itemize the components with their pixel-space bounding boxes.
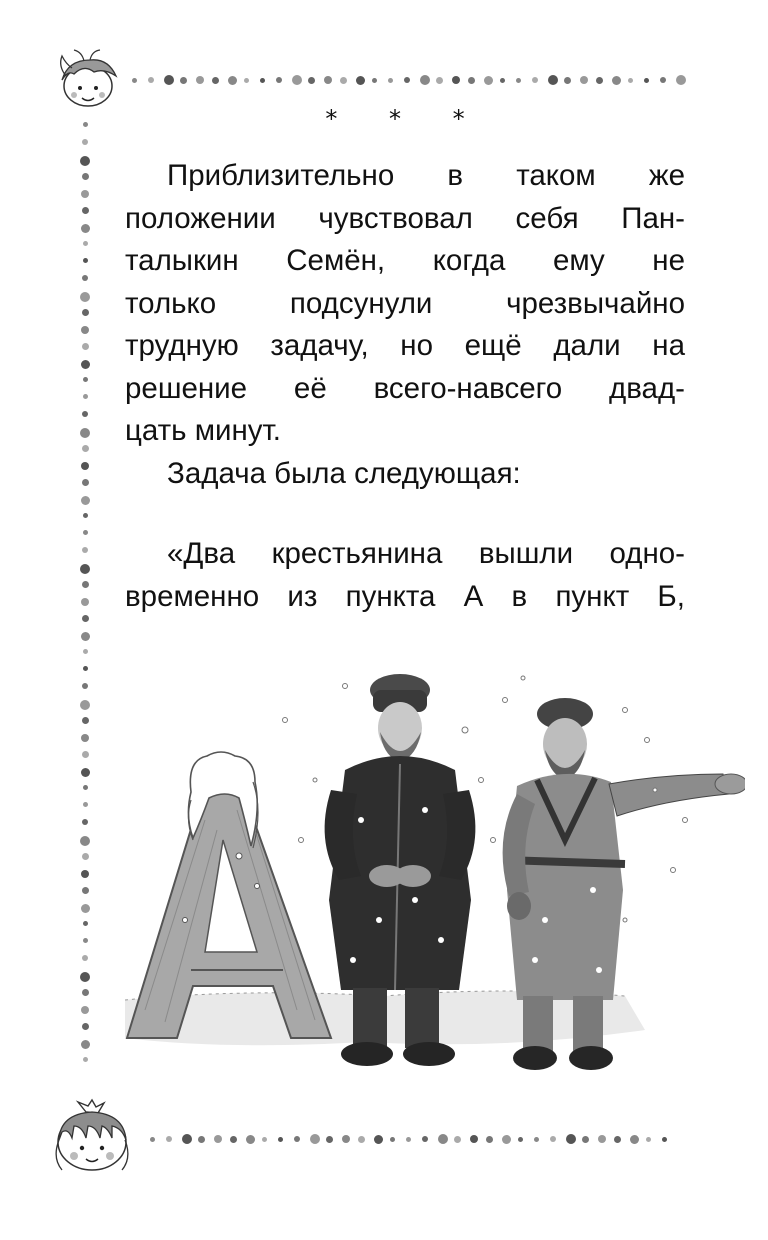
border-dot xyxy=(630,1135,639,1144)
border-dot xyxy=(83,394,88,399)
border-dot xyxy=(81,598,89,606)
border-dot xyxy=(82,717,89,724)
border-dot xyxy=(82,411,88,417)
border-dot xyxy=(81,904,90,913)
text-line: Приблизительно в таком же xyxy=(167,159,685,192)
border-dot xyxy=(486,1136,493,1143)
border-dot xyxy=(81,632,90,641)
border-dot xyxy=(454,1136,461,1143)
border-dot xyxy=(82,615,89,622)
border-dot xyxy=(310,1134,320,1144)
text-line: «Два крестьянина вышли одно- xyxy=(167,537,685,570)
border-dot xyxy=(340,77,347,84)
border-dot xyxy=(404,77,410,83)
border-dot xyxy=(388,78,393,83)
border-dot xyxy=(83,802,88,807)
border-dot xyxy=(390,1137,395,1142)
border-dot xyxy=(326,1136,333,1143)
text-line: только подсунули чрезвычайно xyxy=(125,286,685,320)
border-dot xyxy=(246,1135,255,1144)
border-dot xyxy=(83,377,88,382)
border-dot xyxy=(81,190,89,198)
border-dot xyxy=(564,77,571,84)
border-dot xyxy=(83,241,88,246)
border-dot xyxy=(438,1134,448,1144)
border-dot xyxy=(82,819,88,825)
border-dot xyxy=(83,1057,88,1062)
border-dot xyxy=(660,77,666,83)
border-dot xyxy=(196,76,204,84)
border-dot xyxy=(83,649,88,654)
border-dot xyxy=(81,1006,89,1014)
border-dot xyxy=(182,1134,192,1144)
border-dot xyxy=(82,445,89,452)
border-dot xyxy=(80,700,90,710)
text-line: временно из пункта А в пункт Б, xyxy=(125,579,685,613)
border-dot xyxy=(82,173,89,180)
border-dot xyxy=(83,258,88,263)
border-dot xyxy=(260,78,265,83)
border-dot xyxy=(406,1137,411,1142)
border-dot xyxy=(646,1137,651,1142)
border-dot xyxy=(82,275,88,281)
border-dot xyxy=(662,1137,667,1142)
border-dot xyxy=(518,1137,523,1142)
border-dot xyxy=(81,768,90,777)
border-dot xyxy=(484,76,493,85)
border-dot xyxy=(470,1135,478,1143)
border-dot xyxy=(83,530,88,535)
scene-separator: * * * xyxy=(325,105,487,133)
text-line: трудную задачу, но ещё дали на xyxy=(125,329,685,362)
border-dot xyxy=(580,76,588,84)
border-dot xyxy=(550,1136,556,1142)
paragraph-gap xyxy=(125,495,685,533)
top-dotted-border xyxy=(132,73,692,87)
bottom-dotted-border xyxy=(150,1132,685,1146)
border-dot xyxy=(148,77,154,83)
border-dot xyxy=(276,77,282,83)
peasants-illustration xyxy=(125,670,745,1090)
border-dot xyxy=(132,78,137,83)
border-dot xyxy=(372,78,377,83)
border-dot xyxy=(83,921,88,926)
border-dot xyxy=(614,1136,621,1143)
border-dot xyxy=(81,496,90,505)
text-line: талыкин Семён, когда ему не xyxy=(125,244,685,277)
border-dot xyxy=(82,683,88,689)
border-dot xyxy=(198,1136,205,1143)
text-line: решение её всего-навсего двад- xyxy=(125,371,685,405)
border-dot xyxy=(468,77,475,84)
border-dot xyxy=(166,1136,172,1142)
border-dot xyxy=(358,1136,365,1143)
border-dot xyxy=(81,870,89,878)
border-dot xyxy=(82,547,88,553)
border-dot xyxy=(294,1136,300,1142)
border-dot xyxy=(82,853,89,860)
border-dot xyxy=(81,462,89,470)
border-dot xyxy=(81,1040,90,1049)
border-dot xyxy=(82,343,89,350)
body-text xyxy=(125,155,685,618)
border-dot xyxy=(436,77,443,84)
border-dot xyxy=(82,989,89,996)
border-dot xyxy=(422,1136,428,1142)
border-dot xyxy=(230,1136,237,1143)
border-dot xyxy=(82,139,88,145)
border-dot xyxy=(82,207,89,214)
border-dot xyxy=(83,513,88,518)
border-dot xyxy=(516,78,521,83)
border-dot xyxy=(82,581,89,588)
border-dot xyxy=(292,75,302,85)
text-line: положении чувствовал себя Пан- xyxy=(125,201,685,235)
border-dot xyxy=(80,428,90,438)
border-dot xyxy=(81,224,90,233)
border-dot xyxy=(502,1135,511,1144)
border-dot xyxy=(82,479,89,486)
border-dot xyxy=(596,77,603,84)
border-dot xyxy=(164,75,174,85)
border-dot xyxy=(308,77,315,84)
border-dot xyxy=(150,1137,155,1142)
border-dot xyxy=(81,360,90,369)
border-dot xyxy=(324,76,332,84)
border-dot xyxy=(83,938,88,943)
border-dot xyxy=(628,78,633,83)
border-dot xyxy=(548,75,558,85)
border-dot xyxy=(342,1135,350,1143)
border-dot xyxy=(356,76,365,85)
border-dot xyxy=(452,76,460,84)
border-dot xyxy=(212,77,219,84)
border-dot xyxy=(80,836,90,846)
border-dot xyxy=(82,887,89,894)
border-dot xyxy=(612,76,621,85)
border-dot xyxy=(81,326,89,334)
border-dot xyxy=(228,76,237,85)
border-dot xyxy=(598,1135,606,1143)
border-dot xyxy=(80,292,90,302)
border-dot xyxy=(278,1137,283,1142)
text-line: цать минут. xyxy=(125,414,281,447)
border-dot xyxy=(244,78,249,83)
border-dot xyxy=(80,972,90,982)
border-dot xyxy=(80,564,90,574)
border-dot xyxy=(83,666,88,671)
border-dot xyxy=(532,77,538,83)
border-dot xyxy=(180,77,187,84)
border-dot xyxy=(420,75,430,85)
text-line: Задача была следующая: xyxy=(167,456,521,490)
border-dot xyxy=(82,751,89,758)
border-dot xyxy=(566,1134,576,1144)
border-dot xyxy=(82,955,88,961)
border-dot xyxy=(82,309,89,316)
girl-face-bottom-icon xyxy=(42,1098,142,1180)
border-dot xyxy=(374,1135,383,1144)
border-dot xyxy=(82,1023,89,1030)
border-dot xyxy=(500,78,505,83)
border-dot xyxy=(81,734,89,742)
border-dot xyxy=(214,1135,222,1143)
border-dot xyxy=(83,785,88,790)
border-dot xyxy=(534,1137,539,1142)
border-dot xyxy=(676,75,686,85)
border-dot xyxy=(80,156,90,166)
border-dot xyxy=(644,78,649,83)
border-dot xyxy=(582,1136,589,1143)
border-dot xyxy=(262,1137,267,1142)
left-dotted-border xyxy=(78,122,92,1082)
